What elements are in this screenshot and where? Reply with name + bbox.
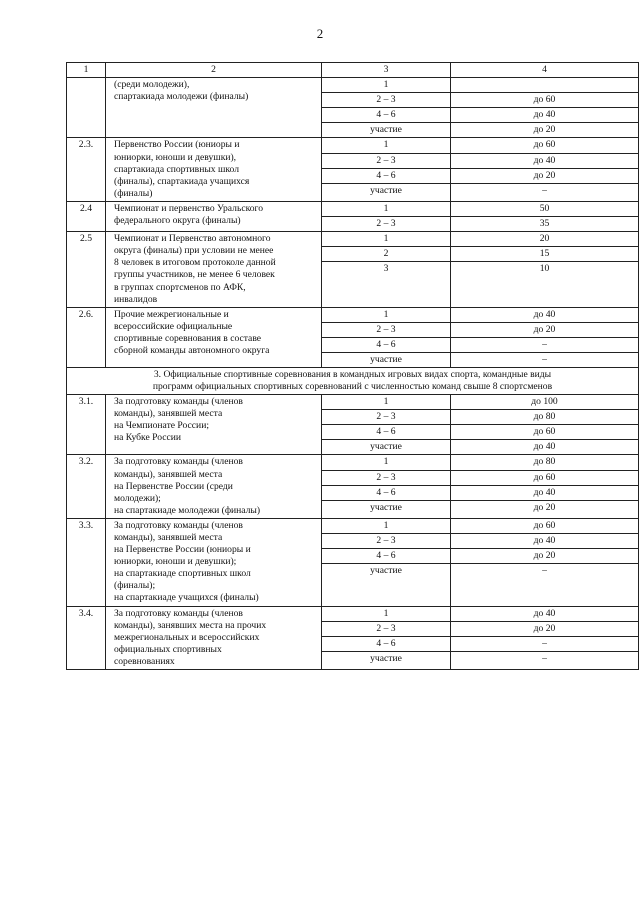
place-value: 4 – 6 bbox=[322, 636, 450, 651]
row-description bbox=[106, 395, 322, 455]
header-cell-2: 2 bbox=[106, 63, 322, 78]
amount-value: 10 bbox=[539, 263, 550, 275]
place-value: 1 bbox=[322, 232, 450, 247]
row-description bbox=[106, 201, 322, 231]
table-row bbox=[67, 138, 639, 201]
page-number: 2 bbox=[316, 26, 324, 41]
row-description bbox=[106, 138, 322, 201]
description-line: За подготовку команды (членов bbox=[114, 456, 243, 468]
place-value: 2 bbox=[322, 247, 450, 262]
row-description bbox=[106, 606, 322, 669]
places-cell bbox=[322, 606, 451, 669]
place-value: 4 – 6 bbox=[322, 485, 450, 500]
row-number: 3.2. bbox=[67, 455, 106, 518]
place-value: участие bbox=[370, 184, 402, 196]
places-cell bbox=[322, 518, 451, 606]
description-line: спартакиада спортивных школ bbox=[114, 163, 239, 175]
description-line: федерального округа (финалы) bbox=[114, 215, 241, 227]
description-line: на Чемпионате России; bbox=[114, 420, 209, 432]
description-line: на спартакиаде молодежи (финалы) bbox=[114, 504, 261, 516]
place-value: 1 bbox=[322, 78, 450, 93]
amount-value: до 20 bbox=[451, 621, 638, 636]
amounts-cell bbox=[451, 518, 639, 606]
row-description bbox=[106, 78, 322, 138]
description-line: За подготовку команды (членов bbox=[114, 519, 243, 531]
row-number: 3.3. bbox=[67, 518, 106, 606]
amount-value: до 40 bbox=[451, 485, 638, 500]
description-line: Первенство России (юниоры и bbox=[114, 139, 240, 151]
row-number bbox=[67, 78, 106, 138]
row-description bbox=[106, 232, 322, 308]
row-number: 2.4 bbox=[67, 201, 106, 231]
header-cell-1: 1 bbox=[67, 63, 106, 78]
row-number: 2.6. bbox=[67, 307, 106, 367]
amount-value: до 40 bbox=[451, 607, 638, 622]
amount-value: до 20 bbox=[451, 322, 638, 337]
description-line: на Кубке России bbox=[114, 432, 182, 444]
table-row bbox=[67, 307, 639, 367]
amount-value: до 20 bbox=[451, 168, 638, 183]
table-row bbox=[67, 518, 639, 606]
place-value: 1 bbox=[322, 607, 450, 622]
description-line: юниорки, юноши и девушки), bbox=[114, 151, 237, 163]
amount-value: 20 bbox=[451, 232, 638, 247]
description-line: на спартакиаде спортивных школ bbox=[114, 568, 251, 580]
row-description bbox=[106, 455, 322, 518]
row-number: 3.1. bbox=[67, 395, 106, 455]
amount-value: – bbox=[542, 353, 547, 365]
amount-value: – bbox=[451, 636, 638, 651]
description-line: спортивные соревнования в составе bbox=[114, 332, 262, 344]
place-value: участие bbox=[370, 565, 402, 577]
places-cell bbox=[322, 307, 451, 367]
place-value: участие bbox=[370, 441, 402, 453]
table-row bbox=[67, 606, 639, 669]
amounts-cell bbox=[451, 78, 639, 138]
description-line: на Первенстве России (среди bbox=[114, 480, 233, 492]
description-line: 8 человек в итоговом протоколе данной bbox=[114, 257, 276, 269]
table-row bbox=[67, 201, 639, 231]
amount-value: до 100 bbox=[451, 395, 638, 410]
description-line: За подготовку команды (членов bbox=[114, 607, 243, 619]
amount-value: до 20 bbox=[533, 501, 556, 513]
place-value: 4 – 6 bbox=[322, 549, 450, 564]
places-cell bbox=[322, 201, 451, 231]
description-line: (финалы), спартакиада учащихся bbox=[114, 175, 250, 187]
amount-value bbox=[451, 78, 638, 93]
amount-value: до 60 bbox=[451, 470, 638, 485]
amount-value: 50 bbox=[451, 202, 638, 217]
section-heading-line: 3. Официальные спортивные соревнования в командных игровых видах спорта, командные виды bbox=[153, 369, 552, 381]
place-value: 4 – 6 bbox=[322, 168, 450, 183]
places-cell bbox=[322, 395, 451, 455]
table-row bbox=[67, 395, 639, 455]
amount-value: до 40 bbox=[451, 153, 638, 168]
amount-value: до 80 bbox=[451, 410, 638, 425]
description-line: команды), занявшей места bbox=[114, 532, 223, 543]
table-header-row bbox=[67, 63, 639, 78]
row-number: 2.3. bbox=[67, 138, 106, 201]
place-value: 2 – 3 bbox=[322, 153, 450, 168]
place-value: 4 – 6 bbox=[322, 337, 450, 352]
description-line: (финалы); bbox=[114, 580, 156, 592]
description-line: команды), занявшей места bbox=[114, 468, 223, 480]
awards-table bbox=[66, 62, 639, 670]
amount-value: до 60 bbox=[451, 93, 638, 108]
amount-value: 15 bbox=[451, 247, 638, 262]
description-line: За подготовку команды (членов bbox=[114, 396, 243, 408]
row-description bbox=[106, 307, 322, 367]
place-value: участие bbox=[370, 353, 402, 365]
place-value: 1 bbox=[322, 308, 450, 323]
section-heading-line: программ официальных спортивных соревнований с численностью команд свыше 8 спортсменов bbox=[152, 381, 553, 393]
place-value: 2 – 3 bbox=[322, 410, 450, 425]
amount-value: до 20 bbox=[451, 549, 638, 564]
table-row bbox=[67, 232, 639, 308]
amount-value: до 20 bbox=[533, 124, 556, 136]
description-line: молодежи); bbox=[114, 492, 161, 504]
place-value: 1 bbox=[322, 202, 450, 217]
amount-value: – bbox=[451, 337, 638, 352]
amounts-cell bbox=[451, 138, 639, 201]
amounts-cell bbox=[451, 395, 639, 455]
amount-value: до 40 bbox=[451, 534, 638, 549]
place-value: 4 – 6 bbox=[322, 108, 450, 123]
place-value: 2 – 3 bbox=[322, 534, 450, 549]
table-row bbox=[67, 455, 639, 518]
row-number: 3.4. bbox=[67, 606, 106, 669]
description-line: соревнованиях bbox=[114, 655, 175, 667]
place-value: 3 bbox=[383, 263, 389, 275]
description-line: команды), занявшей места bbox=[114, 408, 223, 420]
description-line: группы участников, не менее 6 человек bbox=[114, 269, 275, 281]
amount-value: 35 bbox=[539, 218, 550, 230]
amounts-cell bbox=[451, 455, 639, 518]
amount-value: до 80 bbox=[451, 455, 638, 470]
places-cell bbox=[322, 232, 451, 308]
description-line: (среди молодежи), bbox=[114, 79, 190, 91]
description-line: округа (финалы) при условии не менее bbox=[114, 245, 274, 257]
place-value: 2 – 3 bbox=[376, 218, 396, 230]
description-line: на Первенстве России (юниоры и bbox=[114, 544, 251, 556]
place-value: 2 – 3 bbox=[322, 621, 450, 636]
place-value: участие bbox=[370, 652, 402, 664]
table-row bbox=[67, 78, 639, 138]
description-line: команды), занявших места на прочих bbox=[114, 619, 267, 631]
description-line: Прочие межрегиональные и bbox=[114, 308, 229, 320]
place-value: участие bbox=[370, 124, 402, 136]
place-value: 1 bbox=[322, 519, 450, 534]
amounts-cell bbox=[451, 201, 639, 231]
row-description bbox=[106, 518, 322, 606]
places-cell bbox=[322, 455, 451, 518]
description-line: всероссийские официальные bbox=[114, 320, 233, 332]
places-cell bbox=[322, 138, 451, 201]
place-value: 2 – 3 bbox=[322, 470, 450, 485]
amounts-cell bbox=[451, 232, 639, 308]
place-value: 2 – 3 bbox=[322, 93, 450, 108]
description-line: сборной команды автономного округа bbox=[114, 344, 270, 356]
section-heading bbox=[67, 368, 639, 395]
place-value: 1 bbox=[322, 138, 450, 153]
description-line: спартакиада молодежи (финалы) bbox=[114, 91, 249, 103]
section-heading-row bbox=[67, 368, 639, 395]
amounts-cell bbox=[451, 307, 639, 367]
description-line: Чемпионат и Первенство автономного bbox=[114, 233, 271, 245]
amount-value: – bbox=[542, 565, 547, 577]
place-value: 2 – 3 bbox=[322, 322, 450, 337]
row-number: 2.5 bbox=[67, 232, 106, 308]
place-value: участие bbox=[370, 501, 402, 513]
description-line: инвалидов bbox=[114, 293, 158, 305]
description-line: Чемпионат и первенство Уральского bbox=[114, 202, 264, 214]
description-line: на спартакиаде учащихся (финалы) bbox=[114, 592, 259, 604]
description-line: в группах спортсменов по АФК, bbox=[114, 281, 246, 293]
amount-value: до 60 bbox=[451, 138, 638, 153]
description-line: межрегиональных и всероссийских bbox=[114, 631, 260, 643]
places-cell bbox=[322, 78, 451, 138]
place-value: 1 bbox=[322, 395, 450, 410]
amount-value: до 40 bbox=[451, 108, 638, 123]
header-cell-4: 4 bbox=[451, 63, 639, 78]
header-cell-3: 3 bbox=[322, 63, 451, 78]
description-line: юниорки, юноши и девушки); bbox=[114, 556, 237, 568]
description-line: (финалы) bbox=[114, 187, 153, 199]
amount-value: – bbox=[542, 652, 547, 664]
amount-value: до 40 bbox=[451, 308, 638, 323]
amount-value: до 60 bbox=[451, 519, 638, 534]
description-line: официальных спортивных bbox=[114, 643, 222, 655]
amount-value: – bbox=[542, 184, 547, 196]
amount-value: до 40 bbox=[533, 441, 556, 453]
place-value: 1 bbox=[322, 455, 450, 470]
place-value: 4 – 6 bbox=[322, 425, 450, 440]
amount-value: до 60 bbox=[451, 425, 638, 440]
amounts-cell bbox=[451, 606, 639, 669]
